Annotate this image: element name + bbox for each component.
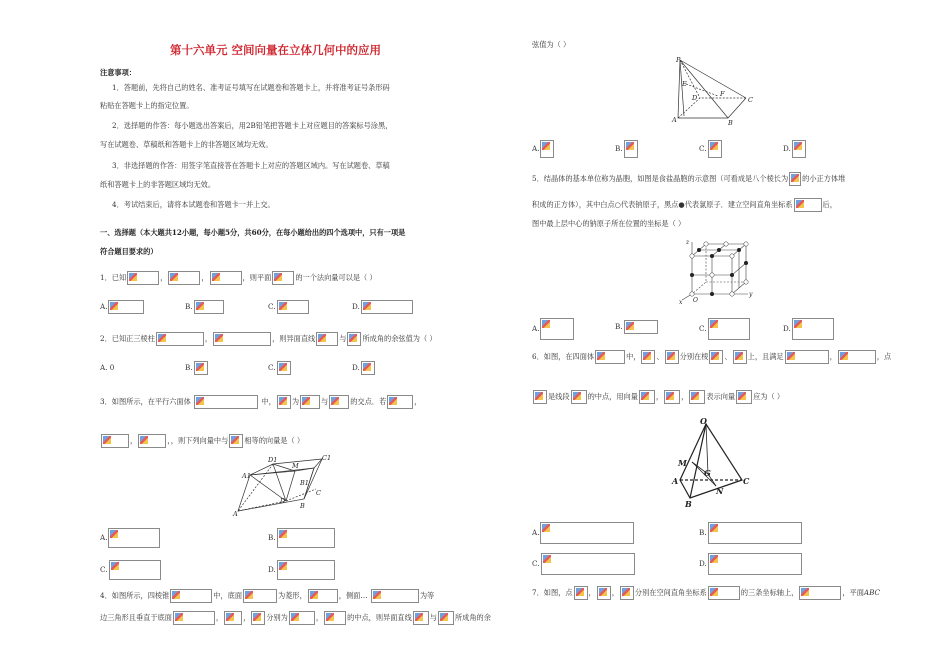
question-5-cont: 图中最上层中心的钠原子所在位置的坐标是（ ）	[532, 219, 686, 228]
label-b1: B1	[300, 479, 309, 487]
label-a1: A1	[242, 472, 251, 480]
label-f: F	[720, 90, 725, 98]
formula-image	[792, 140, 806, 158]
formula-image	[785, 350, 829, 364]
formula-image	[574, 586, 588, 600]
formula-image	[173, 611, 215, 625]
formula-image	[595, 350, 625, 364]
formula-image	[109, 560, 161, 580]
formula-image	[361, 300, 413, 314]
notice-line: 2．选择题的作答：每小题选出答案后，用2B铅笔把答题卡上对应题目的答案标号涂黑，	[112, 121, 393, 130]
question-1: 1．已知 ， ， ，则平面 的一个法向量可以是（ ）	[100, 271, 377, 285]
formula-image	[664, 390, 680, 404]
option-c[interactable]: C.	[268, 300, 310, 314]
question-3: 3．如图所示，在平行六面体 中， 为 与 的交点．若 ，	[100, 395, 421, 409]
label-g: G	[704, 468, 711, 478]
label-o: O	[693, 297, 698, 304]
option-d[interactable]: D.	[352, 300, 414, 314]
label-y: y	[749, 291, 753, 298]
option-c[interactable]: C.	[268, 361, 292, 375]
formula-image	[665, 350, 679, 364]
option-a[interactable]: A.	[532, 522, 635, 544]
formula-image	[438, 611, 454, 625]
formula-image	[620, 586, 634, 600]
label-d: D	[280, 497, 286, 505]
option-b[interactable]: B.	[185, 300, 225, 314]
formula-image	[168, 271, 200, 285]
formula-image	[641, 350, 655, 364]
formula-image	[277, 395, 291, 409]
formula-image	[277, 300, 309, 314]
formula-image	[229, 434, 243, 448]
formula-image	[838, 350, 876, 364]
formula-image	[127, 271, 159, 285]
formula-image	[708, 522, 802, 544]
parallelepiped-figure	[230, 453, 330, 519]
section-heading: 一、选择题（本大题共12小题，每小题5分，共60分，在每小题给出的四个选项中，只有一项是	[100, 228, 406, 237]
formula-image	[170, 589, 212, 603]
formula-image	[194, 395, 258, 409]
question-6: 6．如图，在四面体 中， 、 分别在棱 、 上，且满足 ， ，点	[532, 350, 891, 364]
formula-image	[736, 390, 752, 404]
formula-image	[156, 332, 204, 346]
formula-image	[300, 395, 320, 409]
formula-image	[101, 434, 129, 448]
option-a[interactable]: A.	[532, 318, 575, 340]
label-e: E	[682, 80, 687, 88]
option-b[interactable]: B.	[615, 140, 639, 158]
tetrahedron-figure	[670, 418, 756, 508]
formula-image	[277, 361, 291, 375]
formula-image	[194, 300, 224, 314]
option-d[interactable]: D.	[699, 553, 803, 575]
option-c[interactable]: C.	[699, 140, 723, 158]
formula-image	[108, 528, 160, 548]
question-2: 2．已知正三棱柱 ， ，则异面直线 与 所成角的余弦值为（ ）	[100, 332, 437, 346]
option-b[interactable]: B.	[615, 320, 659, 334]
option-d[interactable]: D.	[352, 361, 376, 375]
question-4-tail: 弦值为（ ）	[532, 40, 571, 49]
option-c[interactable]: C.	[532, 553, 636, 575]
formula-image	[689, 390, 705, 404]
notice-heading: 注意事项：	[100, 68, 136, 77]
formula-image	[361, 361, 375, 375]
formula-image	[243, 589, 277, 603]
option-d[interactable]: D.	[783, 318, 835, 340]
option-b[interactable]: B.	[268, 528, 336, 548]
formula-image	[708, 553, 802, 575]
label-a: A	[672, 476, 679, 486]
notice-line: 粘贴在答题卡上的指定位置。	[100, 101, 194, 110]
formula-image	[708, 318, 750, 340]
formula-image	[794, 198, 822, 212]
formula-image	[213, 332, 271, 346]
label-b: B	[300, 502, 305, 510]
formula-image	[138, 434, 166, 448]
option-c[interactable]: C.	[699, 318, 751, 340]
label-o: O	[700, 416, 707, 426]
option-a[interactable]: A.	[532, 140, 555, 158]
option-a[interactable]: A.	[100, 528, 161, 548]
formula-image	[387, 395, 413, 409]
formula-image	[194, 361, 208, 375]
formula-image	[597, 586, 611, 600]
formula-image	[277, 560, 335, 580]
label-d: D	[692, 94, 698, 102]
page-title: 第十六单元 空间向量在立体几何中的应用	[170, 43, 382, 57]
formula-image	[792, 318, 834, 340]
formula-image	[277, 528, 335, 548]
question-4: 4．如图所示，四棱锥 中，底面 为菱形， ，侧面… 为等	[100, 589, 434, 603]
formula-image	[541, 553, 635, 575]
formula-image	[624, 320, 658, 334]
option-b[interactable]: B.	[699, 522, 803, 544]
formula-image	[371, 589, 419, 603]
formula-image	[308, 589, 338, 603]
pyramid-figure	[670, 56, 760, 128]
label-x: x	[679, 299, 683, 306]
label-c1: C1	[322, 454, 332, 462]
crystal-figure	[678, 238, 756, 304]
question-7: 7．如图，点 ， ， 分别在空间直角坐标系 的三条坐标轴上， ，平面ABC	[532, 586, 880, 600]
formula-image	[540, 318, 574, 340]
formula-image	[413, 611, 429, 625]
label-a: A	[233, 510, 238, 518]
label-c: C	[743, 476, 750, 486]
formula-image	[224, 611, 242, 625]
formula-image	[708, 140, 722, 158]
formula-image	[251, 611, 265, 625]
label-a: A	[672, 116, 677, 124]
section-heading: 符合题目要求的）	[100, 247, 158, 256]
formula-image	[540, 522, 634, 544]
label-b: B	[685, 499, 692, 509]
question-5-cont: 积成的正方体），其中白点○代表钠原子，黑点●代表氯原子．建立空间直角坐标系 后，	[532, 198, 837, 212]
label-z: z	[686, 239, 690, 246]
question-5: 5．结晶体的基本单位称为晶胞，如图是食盐晶胞的示意图（可看成是八个棱长为 的小正方体堆	[532, 172, 845, 186]
formula-image	[108, 300, 144, 314]
question-3-cont: ， ，，则下列向量中与 相等的向量是（ ）	[100, 434, 304, 448]
label-m: M	[292, 462, 299, 470]
question-4-cont: 边三角形且垂直于底面 ， ， 分别为 ， 的中点，则异面直线 与 所成角的余	[100, 611, 491, 625]
option-a[interactable]: A.	[100, 300, 145, 314]
formula-image	[799, 586, 841, 600]
formula-image	[533, 390, 547, 404]
option-d[interactable]: D.	[268, 560, 336, 580]
notice-line: 3．非选择题的作答：用签字笔直接答在答题卡上对应的答题区域内。写在试题卷、草稿	[112, 161, 390, 170]
option-d[interactable]: D.	[783, 140, 807, 158]
notice-line: 写在试题卷、草稿纸和答题卡上的非答题区域均无效。	[100, 140, 273, 149]
formula-image	[624, 140, 638, 158]
formula-image	[789, 172, 801, 186]
label-d1: D1	[268, 456, 278, 464]
formula-image	[289, 611, 315, 625]
formula-image	[709, 350, 723, 364]
label-c: C	[748, 96, 753, 104]
formula-image	[316, 332, 338, 346]
formula-image	[540, 140, 554, 158]
notice-line: 1．答题前，先将自己的姓名、准考证号填写在试题卷和答题卡上，并将准考证号条形码	[112, 83, 390, 92]
option-c[interactable]: C.	[100, 560, 162, 580]
label-b: B	[728, 119, 733, 127]
formula-image	[272, 271, 294, 285]
formula-image	[733, 350, 747, 364]
label-n: N	[716, 486, 724, 496]
label-m: M	[678, 458, 687, 468]
formula-image	[329, 395, 349, 409]
formula-image	[571, 390, 587, 404]
formula-image	[639, 390, 655, 404]
option-b[interactable]: B.	[185, 361, 209, 375]
formula-image	[347, 332, 361, 346]
formula-image	[210, 271, 242, 285]
formula-image	[324, 611, 346, 625]
option-a[interactable]: A. 0	[100, 363, 115, 372]
label-p: P	[676, 56, 681, 64]
label-c: C	[316, 489, 321, 497]
formula-image	[708, 586, 740, 600]
notice-line: 4．考试结束后，请将本试题卷和答题卡一并上交。	[112, 200, 275, 209]
notice-line: 纸和答题卡上的非答题区域均无效。	[100, 180, 216, 189]
question-6-cont: 是线段 的中点，用向量 ， ， 表示向量 应为（ ）	[532, 390, 784, 404]
